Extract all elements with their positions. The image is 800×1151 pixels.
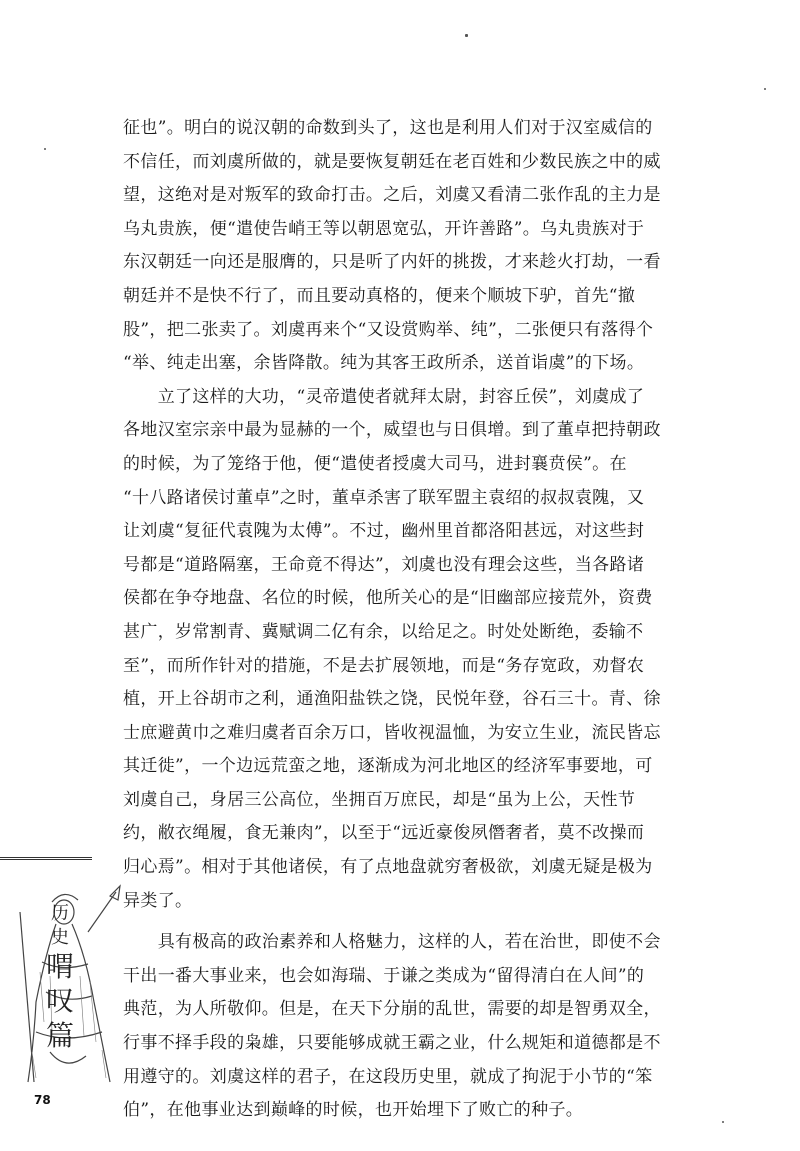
text-line: 伯”，在他事业达到巅峰的时候，也开始埋下了败亡的种子。	[123, 1100, 584, 1121]
scan-speck	[44, 148, 46, 150]
text-line: 其迁徙”，一个边远荒蛮之地，逐渐成为河北地区的经济军事要地，可	[123, 756, 653, 777]
text-line: 东汉朝廷一向还是服膺的，只是听了内奸的挑拨，才来趁火打劫，一看	[123, 252, 661, 273]
section-title-char: 篇	[45, 1019, 74, 1053]
body-text	[123, 112, 698, 1128]
text-line: 侯都在争夺地盘、名位的时候，他所关心的是“旧幽部应接荒外，资费	[123, 588, 653, 609]
scan-speck	[764, 88, 766, 90]
text-line: 的时候，为了笼络于他，便“遣使者授虞大司马，进封襄贲侯”。在	[123, 453, 627, 474]
text-line: 朝廷并不是快不行了，而且要动真格的，便来个顺坡下驴，首先“撤	[123, 285, 636, 306]
paragraph-2	[123, 381, 698, 919]
text-line: 至”，而所作针对的措施，不是去扩展领地，而是“务存宽政，劝督农	[123, 655, 645, 676]
section-title-char: 喟	[45, 949, 74, 983]
text-line: 立了这样的大功，“灵帝遣使者就拜太尉，封容丘侯”，刘虞成了	[123, 386, 645, 407]
scan-speck	[722, 1121, 724, 1123]
text-line: 刘虞自己，身居三公高位，坐拥百万庶民，却是“虽为上公，天性节	[123, 789, 636, 810]
section-title-char: 叹	[45, 984, 74, 1018]
page-number: 78	[34, 1093, 51, 1107]
text-line: 植，开上谷胡市之利，通渔阳盐铁之饶，民悦年登，谷石三十。青、徐	[123, 689, 661, 710]
text-line: “十八路诸侯讨董卓”之时，董卓杀害了联军盟主袁绍的叔叔袁隗，又	[123, 487, 645, 508]
section-title-vertical	[40, 904, 80, 1056]
paragraph-1	[123, 112, 698, 381]
text-line: 让刘虞“复征代袁隗为太傅”。不过，幽州里首都洛阳甚远，对这些封	[123, 521, 645, 542]
text-line: 异类了。	[123, 890, 193, 911]
text-line: 望，这绝对是对叛军的致命打击。之后，刘虞又看清二张作乱的主力是	[123, 185, 661, 206]
text-line: 甚广，岁常割青、冀赋调二亿有余，以给足之。时处处断绝，委输不	[123, 621, 644, 642]
text-line: “举、纯走出塞，余皆降散。纯为其客王政所杀，送首诣虞”的下场。	[123, 353, 645, 374]
text-line: 士庶避黄巾之难归虞者百余万口，皆收视温恤，为安立生业，流民皆忘	[123, 722, 661, 743]
section-title-char: 史	[51, 926, 69, 948]
text-line: 行事不择手段的枭雄，只要能够成就王霸之业，什么规矩和道德都是不	[123, 1033, 661, 1054]
text-line: 股”，把二张卖了。刘虞再来个“又设赏购举、纯”，二张便只有落得个	[123, 319, 654, 340]
text-line: 归心焉”。相对于其他诸侯，有了点地盘就穷奢极欲，刘虞无疑是极为	[123, 857, 653, 878]
section-title-char: 历	[51, 903, 69, 924]
text-line: 征也”。明白的说汉朝的命数到头了，这也是利用人们对于汉室威信的	[123, 118, 653, 138]
text-line: 用遵守的。刘虞这样的君子，在这段历史里，就成了拘泥于小节的“笨	[123, 1066, 653, 1087]
text-line: 约，敝衣绳履，食无兼肉”，以至于“远近豪俊夙僭奢者，莫不改操而	[123, 823, 645, 844]
scan-speck	[465, 34, 468, 37]
text-line: 各地汉室宗亲中最为显赫的一个，威望也与日俱增。到了董卓把持朝政	[123, 420, 661, 441]
paragraph-gap	[123, 918, 698, 926]
text-line: 具有极高的政治素养和人格魅力，这样的人，若在治世，即使不会	[123, 932, 661, 953]
text-line: 乌丸贵族，便“遣使告峭王等以朝恩宽弘，开许善路”。乌丸贵族对于	[123, 218, 645, 239]
text-line: 干出一番大事业来，也会如海瑞、于谦之类成为“留得清白在人间”的	[123, 965, 645, 986]
text-line: 不信任，而刘虞所做的，就是要恢复朝廷在老百姓和少数民族之中的威	[123, 151, 661, 172]
text-line: 号都是“道路隔塞，王命竟不得达”，刘虞也没有理会这些，当各路诸	[123, 554, 645, 575]
text-line: 典范，为人所敬仰。但是，在天下分崩的乱世，需要的却是智勇双全，	[123, 999, 661, 1020]
paragraph-3	[123, 926, 698, 1128]
